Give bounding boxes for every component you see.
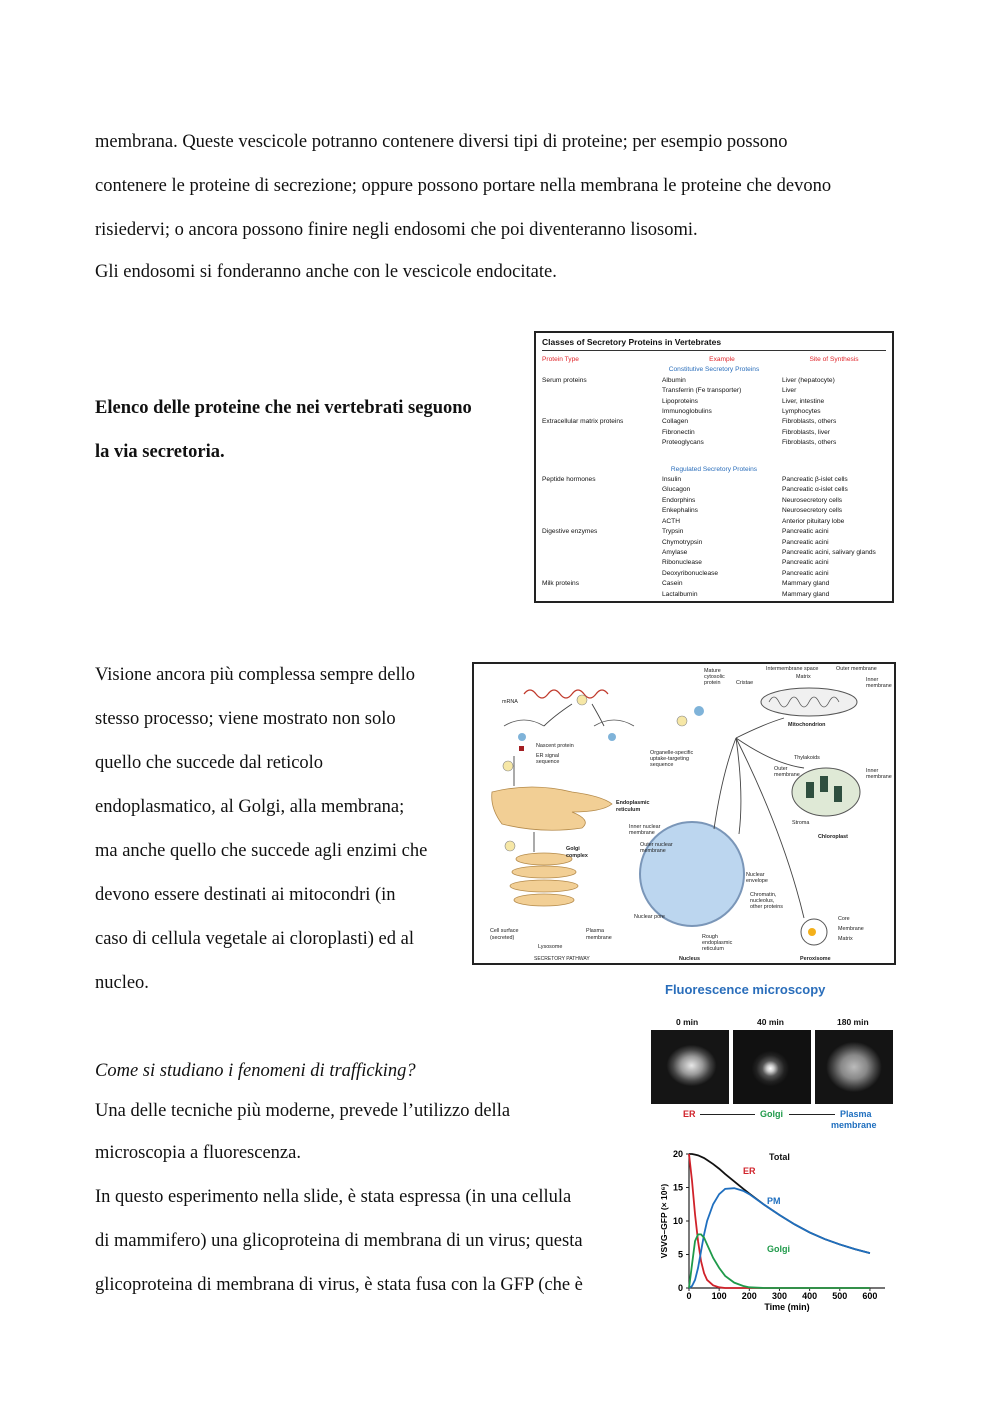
table-cell: Liver, intestine	[782, 397, 825, 405]
diagram-label: Mature	[704, 668, 721, 674]
table-cell: Transferrin (Fe transporter)	[662, 387, 742, 395]
table-cell: Serum proteins	[542, 376, 587, 384]
pathway-line: quello che succede dal reticolo	[95, 753, 324, 773]
table-cell: Chymotrypsin	[662, 538, 703, 546]
table-cell	[542, 558, 662, 568]
flow-pm-label: membrane	[831, 1120, 877, 1130]
table-cell: Neurosecretory cells	[782, 507, 843, 515]
diagram-label: mRNA	[502, 699, 518, 705]
diagram-label: complex	[566, 853, 588, 859]
diagram-label: Outer membrane	[836, 666, 877, 672]
table-cell: Liver	[782, 387, 797, 395]
signal-sequence-icon	[519, 746, 524, 751]
diagram-label: uptake-targeting	[650, 756, 689, 762]
table-cell: Proteoglycans	[662, 439, 704, 447]
vsvg-gfp-chart	[655, 1130, 895, 1315]
y-tick-label: 20	[672, 1149, 683, 1159]
trafficking-line: di mammifero) una glicoproteina di membrana di un virus; questa	[95, 1231, 583, 1251]
time-label: 180 min	[837, 1017, 869, 1027]
table-cell: Amylase	[662, 548, 688, 556]
diagram-label: Plasma	[586, 928, 604, 934]
pathway-line: devono essere destinati ai mitocondri (in	[95, 885, 396, 905]
series-label-golgi: Golgi	[767, 1244, 790, 1254]
table-cell: Insulin	[662, 476, 682, 484]
diagram-label: membrane	[866, 774, 892, 780]
y-tick-label: 15	[672, 1182, 683, 1193]
x-tick-label: 100	[711, 1291, 727, 1301]
diagram-label: Core	[838, 916, 850, 922]
trafficking-line: microscopia a fluorescenza.	[95, 1143, 301, 1163]
table-caption-line: Elenco delle proteine che nei vertebrati seguono	[95, 398, 472, 418]
diagram-label: Membrane	[838, 926, 864, 932]
regulated-label: Regulated Secretory Proteins	[670, 465, 758, 473]
table-row	[542, 538, 886, 548]
table-cell	[542, 485, 662, 495]
ribosome-icon	[504, 720, 634, 726]
diagram-label: membrane	[640, 848, 666, 854]
x-tick-label: 400	[802, 1291, 818, 1301]
table-cell: Fibronectin	[662, 428, 695, 436]
table-cell: Pancreatic acini	[782, 538, 829, 546]
diagram-label: ER signal	[536, 753, 560, 759]
diagram-label: Cell surface	[490, 928, 519, 934]
table-cell	[542, 438, 662, 448]
diagram-label: membrane	[774, 772, 800, 778]
series-label-total: Total	[769, 1152, 790, 1162]
flow-golgi-label: Golgi	[760, 1109, 783, 1119]
table-cell	[542, 386, 662, 396]
table-row	[542, 548, 886, 558]
table-row	[542, 438, 886, 448]
table-header-row	[542, 355, 886, 365]
step-2-icon	[503, 761, 513, 771]
diagram-label: reticulum	[702, 946, 724, 952]
y-tick-label: 0	[677, 1283, 683, 1293]
diagram-label: SECRETORY PATHWAY	[534, 956, 590, 962]
table-header: Example	[709, 356, 735, 363]
table-cell: Peptide hormones	[542, 476, 596, 484]
intro-line: risiedervi; o ancora possono finire negli endosomi che poi diventeranno lisosomi.	[95, 220, 698, 240]
table-cell: Pancreatic β-islet cells	[782, 476, 848, 484]
table-cell: Neurosecretory cells	[782, 496, 843, 504]
table-cell: Collagen	[662, 418, 689, 426]
diagram-label: Thylakoids	[794, 755, 820, 761]
diagram-label: Chloroplast	[818, 834, 848, 840]
diagram-label: Inner nuclear	[629, 824, 661, 830]
table-cell: Immunoglobulins	[662, 408, 712, 416]
table-caption	[95, 386, 515, 474]
table-cell: Extracellular matrix proteins	[542, 418, 624, 426]
trafficking-line: In questo esperimento nella slide, è stata espressa (in una cellula	[95, 1187, 572, 1207]
table-cell	[542, 538, 662, 548]
fluorescence-title: Fluorescence microscopy	[665, 982, 826, 997]
trafficking-paragraph	[95, 1051, 640, 1307]
table-cell	[542, 548, 662, 558]
chart-svg	[655, 1130, 895, 1315]
diagram-label: Peroxisome	[800, 956, 831, 962]
diagram-label: Nuclear pore	[634, 914, 665, 920]
diagram-label: Endoplasmic	[616, 800, 650, 806]
table-title: Classes of Secretory Proteins in Vertebrates	[542, 337, 886, 351]
table-cell: Mammary gland	[782, 590, 830, 598]
diagram-label: sequence	[650, 762, 674, 768]
time-label: 0 min	[676, 1017, 699, 1027]
ribosome-icon	[608, 733, 616, 741]
diagram-label: Lysosome	[538, 944, 563, 950]
intro-line: contenere le proteine di secrezione; oppure possono portare nella membrana le proteine che devono	[95, 176, 832, 196]
pathway-line: endoplasmatico, al Golgi, alla membrana;	[95, 797, 405, 817]
pathway-paragraph	[95, 653, 465, 1005]
table-cell: Pancreatic acini	[782, 569, 829, 577]
diagram-label: protein	[704, 680, 721, 686]
table-row	[542, 527, 886, 537]
table-row	[542, 558, 886, 568]
diagram-label: Stroma	[792, 820, 810, 826]
diagram-label: endoplasmic	[702, 940, 733, 946]
y-axis-label: VSVG–GFP (× 10⁶)	[659, 1183, 669, 1259]
er-icon	[492, 787, 612, 830]
x-tick-label: 200	[741, 1291, 757, 1301]
table-cell: Pancreatic acini, salivary glands	[782, 548, 876, 556]
diagram-label: Matrix	[838, 936, 853, 942]
table-row	[542, 496, 886, 506]
table-row	[542, 475, 886, 485]
table-cell: Pancreatic α-islet cells	[782, 486, 848, 494]
flow-arrow	[789, 1114, 835, 1115]
pathway-line: ma anche quello che succede agli enzimi che	[95, 841, 428, 861]
table-row	[542, 397, 886, 407]
table-row	[542, 590, 886, 600]
table-cell: Ribonuclease	[662, 559, 702, 567]
table-row	[542, 579, 886, 589]
diagram-label: Chromatin,	[750, 892, 777, 898]
table-cell: Lipoproteins	[662, 397, 698, 405]
table-row	[542, 417, 886, 427]
diagram-label: Matrix	[796, 674, 811, 680]
table-cell: Fibroblasts, others	[782, 439, 837, 447]
table-cell: Deoxyribonuclease	[662, 569, 719, 577]
micrograph-40min	[733, 1030, 811, 1104]
table-cell	[542, 517, 662, 527]
table-row	[542, 376, 886, 386]
diagram-label: (secreted)	[490, 935, 515, 941]
diagram-label: Rough	[702, 934, 718, 940]
table-cell: Milk proteins	[542, 580, 580, 588]
table-cell: Mammary gland	[782, 580, 830, 588]
table-header: Site of Synthesis	[809, 356, 859, 363]
x-tick-label: 0	[686, 1291, 692, 1301]
trafficking-question: Come si studiano i fenomeni di trafficking?	[95, 1061, 416, 1081]
step-2-icon	[677, 716, 687, 726]
trafficking-line: glicoproteina di membrana di virus, è stata fusa con la GFP (che è	[95, 1275, 583, 1295]
x-tick-label: 600	[862, 1291, 878, 1301]
x-tick-label: 500	[832, 1291, 848, 1301]
series-label-er: ER	[743, 1166, 756, 1176]
table-cell	[542, 590, 662, 600]
diagram-label: Inner	[866, 677, 879, 683]
table-row	[542, 517, 886, 527]
constitutive-label: Constitutive Secretory Proteins	[668, 366, 760, 374]
time-label: 40 min	[757, 1017, 784, 1027]
diagram-label: Nucleus	[679, 956, 700, 962]
pathway-line: stesso processo; viene mostrato non solo	[95, 709, 396, 729]
table-cell	[542, 496, 662, 506]
table-cell: Digestive enzymes	[542, 528, 598, 536]
table-cell: Glucagon	[662, 486, 691, 494]
table-cell: Albumin	[662, 376, 686, 384]
table-cell: Fibroblasts, others	[782, 418, 837, 426]
table-cell	[542, 506, 662, 516]
diagram-label: Cristae	[736, 680, 754, 686]
table-cell: Anterior pituitary lobe	[782, 517, 845, 525]
diagram-label: Organelle-specific	[650, 750, 694, 756]
pathway-line: Visione ancora più complessa sempre dello	[95, 665, 415, 685]
table-cell: Pancreatic acini	[782, 559, 829, 567]
diagram-label: Nascent protein	[536, 743, 574, 749]
secretory-proteins-table	[534, 331, 894, 603]
x-tick-label: 300	[771, 1291, 787, 1301]
table-cell: Casein	[662, 580, 683, 588]
golgi-icon	[510, 853, 578, 906]
table-cell: Endorphins	[662, 496, 696, 504]
diagram-label: cytosolic	[704, 674, 725, 680]
diagram-label: Outer	[774, 766, 788, 772]
diagram-label: envelope	[746, 878, 768, 884]
flow-er-label: ER	[683, 1109, 696, 1119]
table-cell	[542, 407, 662, 417]
table-cell: ACTH	[662, 517, 680, 525]
intro-line: membrana. Queste vescicole potranno contenere diversi tipi di proteine; per esempio possono	[95, 132, 788, 152]
table-cell: Pancreatic acini	[782, 528, 829, 536]
intro-line: Gli endosomi si fonderanno anche con le vescicole endocitate.	[95, 262, 557, 282]
step-3-icon	[505, 841, 515, 851]
series-line-er	[689, 1154, 870, 1288]
table-cell	[542, 428, 662, 438]
diagram-label: membrane	[866, 683, 892, 689]
table-row	[542, 506, 886, 516]
mrna-icon	[524, 690, 608, 698]
table-cell: Trypsin	[662, 528, 684, 536]
table-row	[542, 407, 886, 417]
regulated-rows	[542, 475, 886, 600]
table-row	[542, 428, 886, 438]
flow-pm-label: Plasma	[840, 1109, 872, 1119]
series-label-pm: PM	[767, 1196, 781, 1206]
constitutive-rows	[542, 376, 886, 449]
diagram-label: Outer nuclear	[640, 842, 673, 848]
diagram-label: nucleolus,	[750, 898, 775, 904]
y-tick-label: 10	[672, 1216, 683, 1226]
series-line-golgi	[689, 1234, 870, 1288]
nucleus-icon	[640, 822, 744, 926]
table-cell	[542, 397, 662, 407]
micrograph-180min	[815, 1030, 893, 1104]
table-cell: Fibroblasts, liver	[782, 428, 831, 436]
table-header: Protein Type	[542, 356, 579, 363]
ribosome-icon	[694, 706, 704, 716]
trafficking-line: Una delle tecniche più moderne, prevede l’utilizzo della	[95, 1101, 511, 1121]
pathway-line: caso di cellula vegetale ai cloroplasti) ed al	[95, 929, 414, 949]
diagram-label: Nuclear	[746, 872, 765, 878]
diagram-label: membrane	[629, 830, 655, 836]
pathway-line: nucleo.	[95, 973, 149, 993]
table-cell: Enkephalins	[662, 507, 698, 515]
diagram-label: Intermembrane space	[766, 666, 819, 672]
diagram-label: Mitochondrion	[788, 722, 826, 728]
diagram-label: sequence	[536, 759, 560, 765]
diagram-label: membrane	[586, 935, 612, 941]
table-cell: Lactalbumin	[662, 590, 698, 598]
table-row	[542, 386, 886, 396]
protein-sorting-diagram	[472, 662, 896, 965]
table-cell	[542, 569, 662, 579]
table-caption-line: la via secretoria.	[95, 442, 225, 462]
x-axis-label: Time (min)	[764, 1302, 810, 1312]
table-row	[542, 569, 886, 579]
peroxisome-core-icon	[808, 928, 816, 936]
diagram-label: other proteins	[750, 904, 783, 910]
diagram-label: Inner	[866, 768, 879, 774]
table-cell: Liver (hepatocyte)	[782, 376, 835, 384]
intro-paragraph	[95, 120, 915, 292]
flow-arrow	[700, 1114, 755, 1115]
y-tick-label: 5	[677, 1249, 683, 1260]
micrograph-0min	[651, 1030, 729, 1104]
diagram-label: Golgi	[566, 846, 580, 852]
protein-sorting-svg	[474, 664, 894, 963]
step-1-icon	[577, 695, 587, 705]
table-row	[542, 485, 886, 495]
table-cell: Lymphocytes	[782, 408, 821, 416]
ribosome-icon	[518, 733, 526, 741]
diagram-label: reticulum	[616, 807, 641, 813]
